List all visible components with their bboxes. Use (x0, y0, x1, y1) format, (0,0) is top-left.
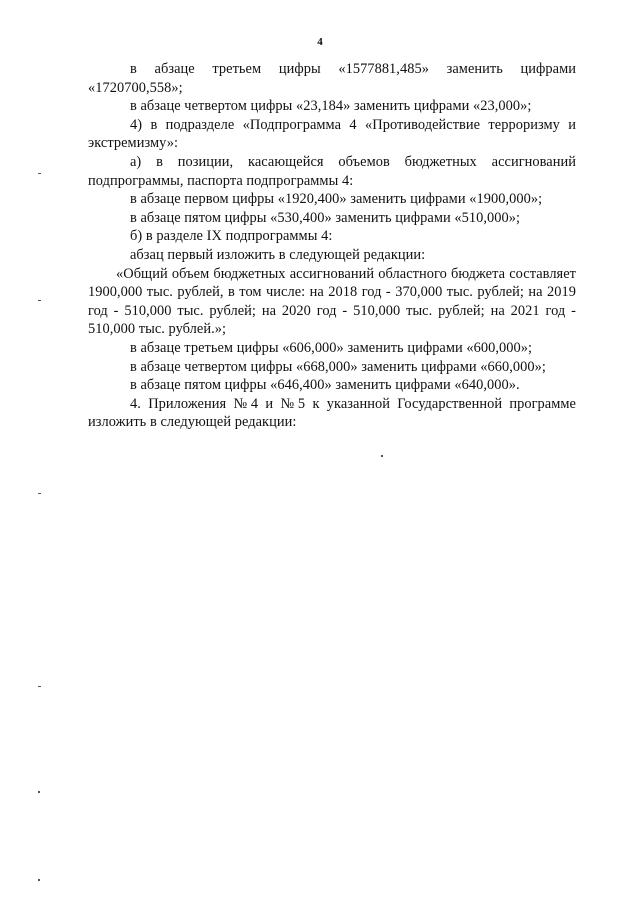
scan-speck (38, 879, 40, 881)
paragraph-11: в абзаце четвертом цифры «668,000» заменить цифрами «660,000»; (130, 358, 546, 375)
paragraph-10: в абзаце третьем цифры «606,000» заменить цифрами «600,000»; (130, 339, 533, 356)
paragraph-9-quote: «Общий объем бюджетных ассигнований областного бюджета составляет 1900,000 тыс. рублей, в том числе: на 2018 год - 370,000 тыс. рублей; на 2019 год - 510,000 тыс. рублей; на 2020 год - 510,000 тыс. рублей; на 2021 год - 510,000 тыс. рублей.»; (88, 265, 576, 338)
scan-speck (38, 493, 41, 494)
paragraph-3: 4) в подразделе «Подпрограмма 4 «Противодействие терроризму и экстремизму»: (88, 116, 576, 152)
document-body (88, 60, 576, 432)
scan-speck (38, 300, 41, 301)
paragraph-4: а) в позиции, касающейся объемов бюджетных ассигнований подпрограммы, паспорта подпрограммы 4: (88, 153, 576, 189)
paragraph-12: в абзаце пятом цифры «646,400» заменить цифрами «640,000». (130, 377, 520, 394)
page-number: 4 (317, 36, 323, 48)
scan-speck (38, 791, 40, 793)
paragraph-5: в абзаце первом цифры «1920,400» заменить цифрами «1900,000»; (130, 191, 543, 208)
paragraph-7: б) в разделе IX подпрограммы 4: (130, 228, 333, 245)
paragraph-6: в абзаце пятом цифры «530,400» заменить цифрами «510,000»; (130, 209, 521, 226)
scan-speck (38, 686, 41, 687)
paragraph-8: абзац первый изложить в следующей редакции: (130, 246, 426, 263)
paragraph-2: в абзаце четвертом цифры «23,184» заменить цифрами «23,000»; (130, 98, 532, 115)
paragraph-13: 4. Приложения №4 и №5 к указанной Государственной программе изложить в следующей редакции: (88, 395, 576, 431)
scan-speck (381, 455, 383, 457)
paragraph-1: в абзаце третьем цифры «1577881,485» заменить цифрами «1720700,558»; (88, 61, 576, 96)
scan-speck (38, 173, 41, 174)
